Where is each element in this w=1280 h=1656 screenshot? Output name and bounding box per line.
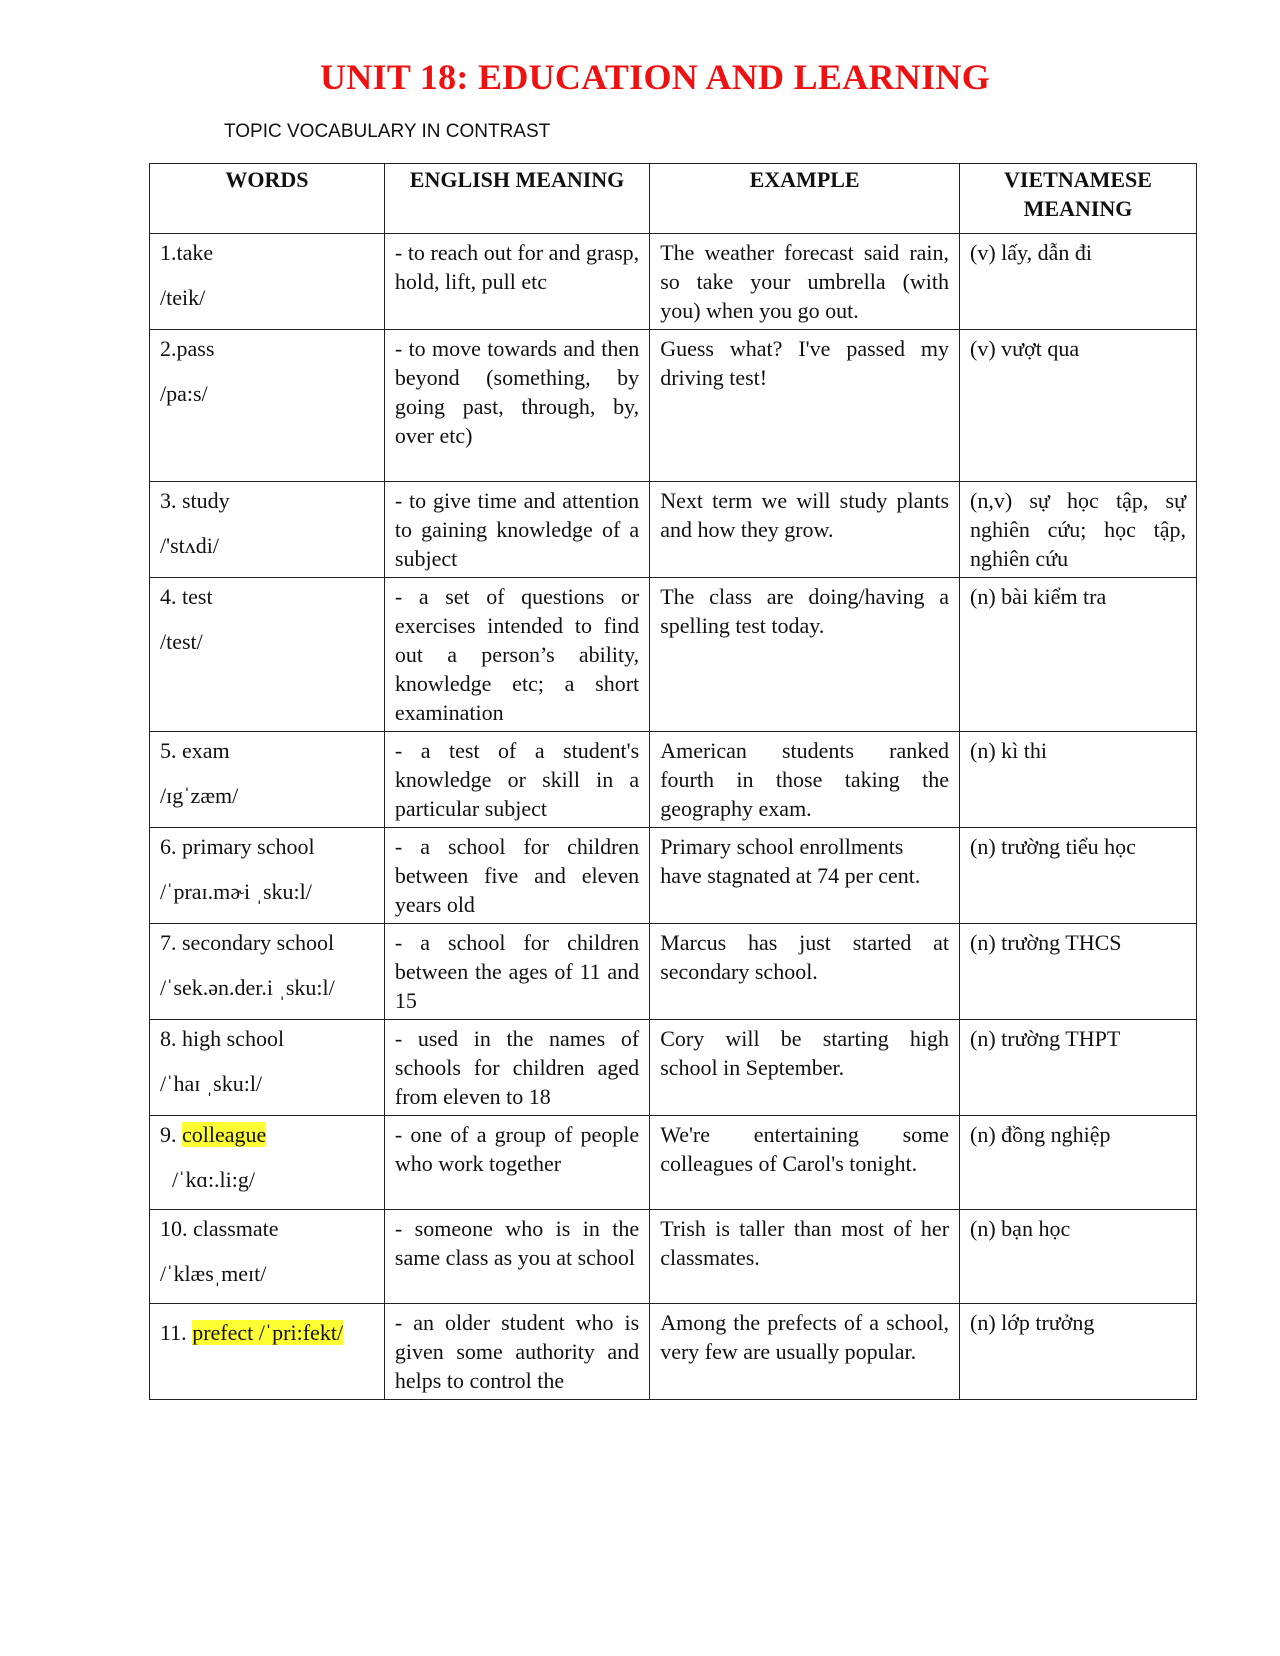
word-pronunciation: /ˈhaɪ ˌsku:l/ (160, 1071, 263, 1096)
english-meaning-cell: - one of a group of people who work together (384, 1116, 649, 1210)
english-meaning-cell: - to reach out for and grasp, hold, lift, pull etc (384, 234, 649, 330)
table-row (150, 1116, 1197, 1210)
example-cell: Next term we will study plants and how they grow. (650, 482, 960, 578)
table-row (150, 732, 1197, 828)
table-row (150, 578, 1197, 732)
word-pronunciation: /ˈsek.ən.der.i ˌsku:l/ (160, 975, 335, 1000)
word-cell (150, 330, 385, 482)
english-meaning-cell: - a test of a student's knowledge or skill in a particular subject (384, 732, 649, 828)
english-meaning-cell: - to give time and attention to gaining knowledge of a subject (384, 482, 649, 578)
word-cell (150, 732, 385, 828)
table-row (150, 1210, 1197, 1304)
example-cell: American students ranked fourth in those taking the geography exam. (650, 732, 960, 828)
word-pronunciation: /teik/ (160, 285, 206, 310)
english-meaning-cell: - used in the names of schools for children aged from eleven to 18 (384, 1020, 649, 1116)
column-header-english-meaning: ENGLISH MEANING (384, 164, 649, 234)
word-pronunciation: /ɪgˈzæm/ (160, 783, 239, 808)
table-row (150, 924, 1197, 1020)
word-cell (150, 1116, 385, 1210)
word-number: 9. (160, 1122, 182, 1147)
word-pronunciation: /'stʌdi/ (160, 533, 219, 558)
word-cell (150, 924, 385, 1020)
word-pronunciation: /test/ (160, 629, 203, 654)
word-term: 2.pass (160, 336, 215, 361)
page-title: UNIT 18: EDUCATION AND LEARNING (319, 57, 991, 97)
word-pronunciation: /ˈpraɪ.mɚi ˌsku:l/ (160, 879, 312, 904)
word-term (160, 1120, 374, 1149)
word-cell (150, 1210, 385, 1304)
vietnamese-meaning-cell: (n) đồng nghiệp (960, 1116, 1197, 1210)
word-term (160, 1318, 374, 1347)
table-row (150, 482, 1197, 578)
english-meaning-cell: - a set of questions or exercises intended to find out a person’s ability, knowledge etc; a short examination (384, 578, 649, 732)
english-meaning-cell: - a school for children between the ages of 11 and 15 (384, 924, 649, 1020)
word-cell (150, 578, 385, 732)
table-row (150, 330, 1197, 482)
page-subtitle: TOPIC VOCABULARY IN CONTRAST (224, 121, 551, 142)
word-term: 1.take (160, 240, 214, 265)
word-term: 7. secondary school (160, 930, 335, 955)
table-header-row (150, 164, 1197, 234)
vietnamese-meaning-cell: (n,v) sự học tập, sự nghiên cứu; học tập, nghiên cứu (960, 482, 1197, 578)
word-cell (150, 1304, 385, 1400)
vietnamese-meaning-cell: (n) trường THPT (960, 1020, 1197, 1116)
word-term: 5. exam (160, 738, 230, 763)
column-header-example: EXAMPLE (650, 164, 960, 234)
vietnamese-meaning-cell: (n) bài kiểm tra (960, 578, 1197, 732)
word-pronunciation: /ˈklæsˌmeɪt/ (160, 1261, 267, 1286)
table-row (150, 234, 1197, 330)
word-term: 4. test (160, 584, 213, 609)
english-meaning-cell: - to move towards and then beyond (something, by going past, through, by, over etc) (384, 330, 649, 482)
example-cell: Guess what? I've passed my driving test! (650, 330, 960, 482)
word-pronunciation: /pa:s/ (160, 381, 208, 406)
english-meaning-cell: - someone who is in the same class as you at school (384, 1210, 649, 1304)
word-cell (150, 234, 385, 330)
vietnamese-meaning-cell: (v) vượt qua (960, 330, 1197, 482)
example-cell: Cory will be starting high school in September. (650, 1020, 960, 1116)
vietnamese-meaning-cell: (n) trường THCS (960, 924, 1197, 1020)
table-row (150, 1304, 1197, 1400)
vietnamese-meaning-cell: (v) lấy, dẫn đi (960, 234, 1197, 330)
example-cell: Primary school enrollments have stagnated at 74 per cent. (650, 828, 960, 924)
example-cell: Trish is taller than most of her classmates. (650, 1210, 960, 1304)
english-meaning-cell: - a school for children between five and eleven years old (384, 828, 649, 924)
vietnamese-meaning-cell: (n) trường tiểu học (960, 828, 1197, 924)
word-cell (150, 828, 385, 924)
word-number: 11. (160, 1320, 193, 1345)
table-row (150, 1020, 1197, 1116)
vietnamese-meaning-cell: (n) lớp trưởng (960, 1304, 1197, 1400)
example-cell: The class are doing/having a spelling test today. (650, 578, 960, 732)
highlighted-word: colleague (182, 1122, 267, 1147)
word-cell (150, 482, 385, 578)
english-meaning-cell: - an older student who is given some authority and helps to control the (384, 1304, 649, 1400)
example-cell: The weather forecast said rain, so take your umbrella (with you) when you go out. (650, 234, 960, 330)
vietnamese-meaning-cell: (n) bạn học (960, 1210, 1197, 1304)
highlighted-word: prefect /ˈpri:fekt/ (192, 1320, 344, 1345)
example-cell: Among the prefects of a school, very few are usually popular. (650, 1304, 960, 1400)
table-row (150, 828, 1197, 924)
vietnamese-meaning-cell: (n) kì thi (960, 732, 1197, 828)
word-term: 3. study (160, 488, 230, 513)
word-term: 10. classmate (160, 1216, 279, 1241)
vocabulary-table (149, 163, 1197, 1400)
word-term: 6. primary school (160, 834, 315, 859)
word-cell (150, 1020, 385, 1116)
word-term: 8. high school (160, 1026, 285, 1051)
example-cell: We're entertaining some colleagues of Carol's tonight. (650, 1116, 960, 1210)
column-header-words: WORDS (150, 164, 385, 234)
word-pronunciation: /ˈkɑ:.li:g/ (172, 1167, 256, 1192)
example-cell: Marcus has just started at secondary school. (650, 924, 960, 1020)
column-header-vietnamese-meaning: VIETNAMESE MEANING (960, 164, 1197, 234)
